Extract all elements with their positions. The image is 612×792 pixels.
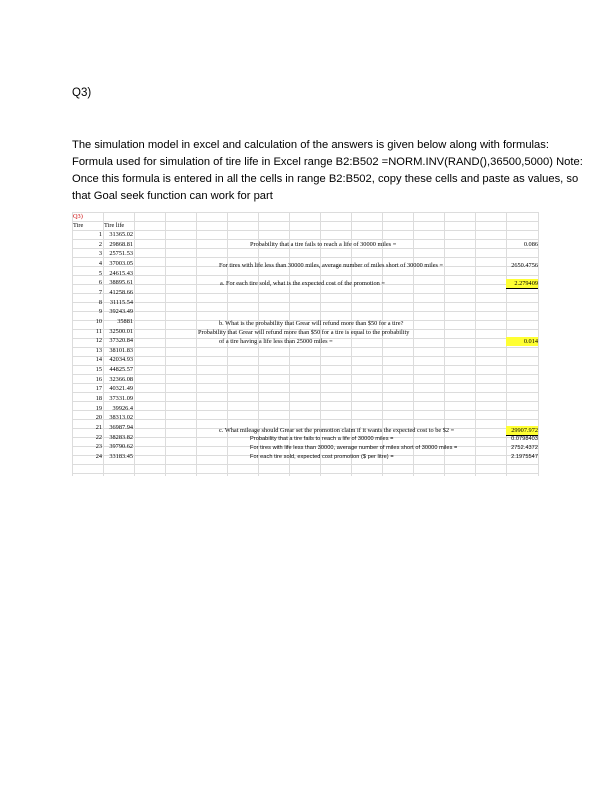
c-cost-label: For each tire sold, expected cost promotion ($ per litre) = [250,454,394,460]
paragraph-line: Once this formula is entered in all the cells in range B2:B502, copy these cells and paste as values, so [72,173,579,185]
spreadsheet-image [72,212,539,476]
tire-number: 3 [98,250,102,258]
grid-row-line [72,257,539,258]
tire-number: 22 [95,433,102,441]
tire-life-value: 38313.02 [109,414,133,422]
tire-number: 17 [95,385,102,393]
tire-life-value: 42034.93 [109,356,133,364]
prob-fail-value: 0.086 [523,241,538,248]
tire-number: 5 [98,269,102,277]
grid-row-line [72,473,539,474]
c-avg-label: For tires with life less than 30000, average number of miles short of 30000 miles = [250,445,458,451]
tire-life-value: 32500.01 [109,327,133,335]
part-c-label: c. What mileage should Grear set the promotion claim if it wants the expected cost to be $2 = [219,427,455,434]
grid-row-line [72,302,539,303]
tire-life-value: 39926.4 [112,404,133,412]
grid-row-line [72,212,539,213]
tire-life-value: 25751.53 [109,250,133,258]
tire-number: 7 [98,288,102,296]
grid-row-line [72,311,539,312]
tire-life-value: 24615.43 [109,269,133,277]
tire-life-value: 44825.57 [109,366,133,374]
tire-life-value: 38101.83 [109,346,133,354]
tire-number: 20 [95,414,102,422]
tire-life-value: 38895.61 [109,279,133,287]
part-b-line2: Probability that Grear will refund more than $50 for a tire is equal to the probability [198,329,410,336]
tire-number: 19 [95,404,102,412]
tire-life-value: 33183.45 [109,452,133,460]
part-a-label: a. For each tire sold, what is the expected cost of the promotion = [220,280,385,287]
tire-life-value: 32366.08 [109,375,133,383]
grid-column-line [538,212,539,476]
tire-number: 11 [95,327,102,335]
question-heading: Q3) [72,87,92,99]
tire-number: 2 [98,240,102,248]
tire-number: 1 [98,231,102,238]
tire-life-value: 35881 [117,317,133,325]
tire-life-value: 39790.62 [109,443,133,451]
tire-life-value: 36987.94 [109,424,133,431]
grid-column-line [413,212,414,476]
part-b-line3: of a tire having a life less than 25000 miles = [219,338,333,345]
tire-number: 24 [95,452,102,460]
grid-column-line [444,212,445,476]
tire-number: 21 [95,424,102,431]
part-b-value: 0.014 [506,337,538,346]
c-cost-value: 2.1975547 [511,454,538,460]
prob-fail-label: Probability that a tire fails to reach a life of 30000 miles = [250,241,397,248]
tire-number: 15 [95,366,102,374]
grid-row-line [72,374,539,375]
tire-number: 10 [95,317,102,325]
part-b-line1: b. What is the probability that Grear will refund more than $50 for a tire? [219,320,404,327]
tire-life-value: 40321.49 [109,385,133,393]
column-header-tire: Tire [73,222,84,229]
grid-row-line [72,392,539,393]
c-prob-value: 0.0798403 [511,436,538,442]
tire-life-value: 31365.02 [109,231,133,238]
tire-life-value: 29868.81 [109,240,133,248]
grid-row-line [72,230,539,231]
grid-row-line [72,419,539,420]
tire-number: 12 [95,337,102,345]
part-c-value: 29907.972 [506,426,538,436]
column-header-tire-life: Tire life [104,222,125,229]
tire-number: 18 [95,395,102,403]
grid-row-line [72,356,539,357]
avg-short-value: 2650.4756 [511,262,538,269]
tire-number: 9 [98,308,102,316]
tire-life-value: 37003.05 [109,259,133,267]
paragraph-line: The simulation model in excel and calculation of the answers is given below along with formulas: [72,139,549,151]
tire-number: 6 [98,279,102,287]
part-a-value: 2.279409 [506,279,538,289]
grid-row-line [72,293,539,294]
tire-life-value: 41258.66 [109,288,133,296]
grid-column-line [134,212,135,476]
paragraph-line: that Goal seek function can work for part [72,190,273,202]
avg-short-label: For tires with life less than 30000 miles, average number of miles short of 30000 miles = [219,262,444,269]
tire-life-value: 31115.54 [109,298,133,306]
c-avg-value: 2752.4372 [511,445,538,451]
tire-number: 16 [95,375,102,383]
grid-row-line [72,401,539,402]
grid-column-line [475,212,476,476]
tire-number: 8 [98,298,102,306]
sheet-label: Q3) [73,213,83,220]
tire-number: 23 [95,443,102,451]
grid-column-line [196,212,197,476]
grid-row-line [72,383,539,384]
tire-life-value: 39243.49 [109,308,133,316]
tire-life-value: 37331.09 [109,395,133,403]
grid-row-line [72,275,539,276]
tire-number: 13 [95,346,102,354]
grid-row-line [72,464,539,465]
tire-number: 14 [95,356,102,364]
grid-row-line [72,365,539,366]
grid-row-line [72,347,539,348]
description-paragraph [72,137,583,205]
tire-life-value: 38283.82 [109,433,133,441]
grid-column-line [165,212,166,476]
grid-row-line [72,410,539,411]
grid-row-line [72,221,539,222]
tire-number: 4 [98,259,102,267]
tire-life-value: 37320.84 [109,337,133,345]
paragraph-line: Formula used for simulation of tire life in Excel range B2:B502 =NORM.INV(RAND(),36500,5000) Note: [72,156,583,168]
c-prob-label: Probability that a tire fails to reach a life of 30000 miles = [250,436,394,442]
